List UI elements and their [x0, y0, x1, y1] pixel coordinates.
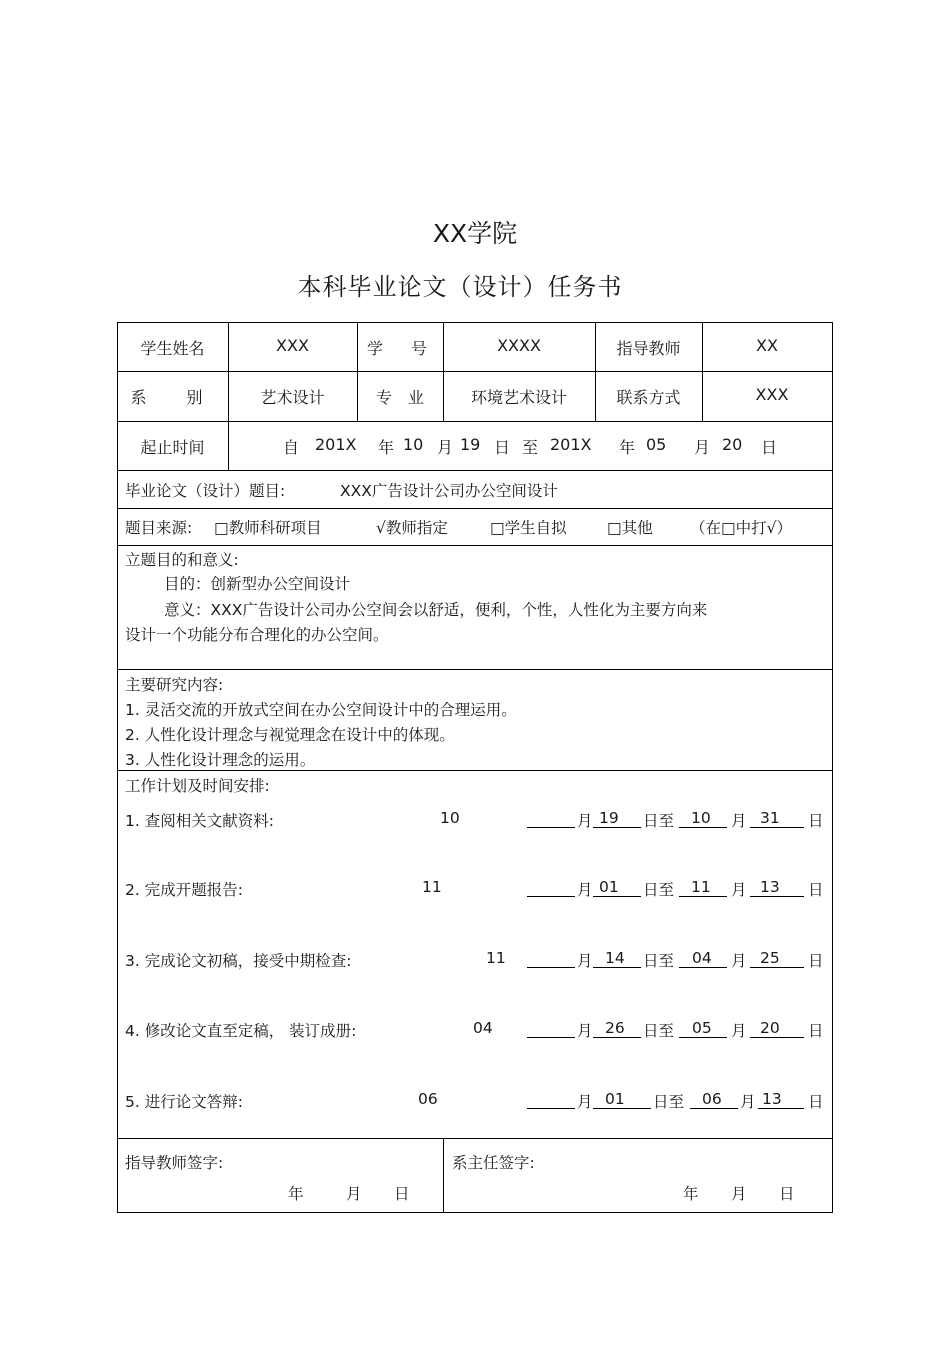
plan-label: 工作计划及时间安排: [125, 777, 270, 795]
research-item: 3. 人性化设计理念的运用。 [125, 751, 316, 769]
topic-value: XXX广告设计公司办公空间设计 [340, 482, 558, 500]
department-head-signature-label: 系主任签字: [452, 1154, 535, 1172]
department-value: 艺术设计 [260, 388, 325, 407]
major-value: 环境艺术设计 [470, 388, 567, 407]
source-option-other[interactable]: □其他 [607, 519, 653, 537]
contact-value: XXX [755, 385, 789, 404]
research-item: 1. 灵活交流的开放式空间在办公空间设计中的合理运用。 [125, 701, 517, 719]
student-id-value: XXXX [497, 336, 541, 355]
student-name-value: XXX [276, 336, 309, 355]
college-title: XX学院 [432, 219, 518, 248]
purpose-label: 立题目的和意义: [125, 551, 239, 569]
contact-label: 联系方式 [616, 388, 681, 407]
source-option-research[interactable]: □教师科研项目 [214, 519, 322, 537]
advisor-label: 指导教师 [616, 339, 681, 358]
purpose-meaning-line1: 意义：XXX广告设计公司办公空间会以舒适，便利，个性，人性化为主要方向来 [164, 601, 708, 619]
research-label: 主要研究内容: [125, 676, 224, 694]
major-label: 专 业 [375, 388, 424, 407]
department-label: 系 别 [130, 388, 215, 407]
topic-label: 毕业论文（设计）题目: [125, 482, 286, 500]
source-option-student[interactable]: □学生自拟 [490, 519, 567, 537]
source-note: （在□中打√） [690, 519, 793, 537]
advisor-signature-label: 指导教师签字: [125, 1154, 224, 1172]
purpose-meaning-line2: 设计一个功能分布合理化的办公空间。 [125, 626, 389, 644]
purpose-aim: 目的：创新型办公空间设计 [164, 575, 351, 593]
source-option-assigned[interactable]: √教师指定 [376, 519, 448, 537]
student-id-label: 学 号 [366, 339, 433, 358]
document-title: 本科毕业论文（设计）任务书 [297, 273, 623, 301]
advisor-value: XX [756, 336, 778, 355]
source-label: 题目来源: [125, 519, 193, 537]
period-label: 起止时间 [140, 438, 205, 457]
student-name-label: 学生姓名 [140, 339, 205, 358]
research-item: 2. 人性化设计理念与视觉理念在设计中的体现。 [125, 726, 455, 744]
